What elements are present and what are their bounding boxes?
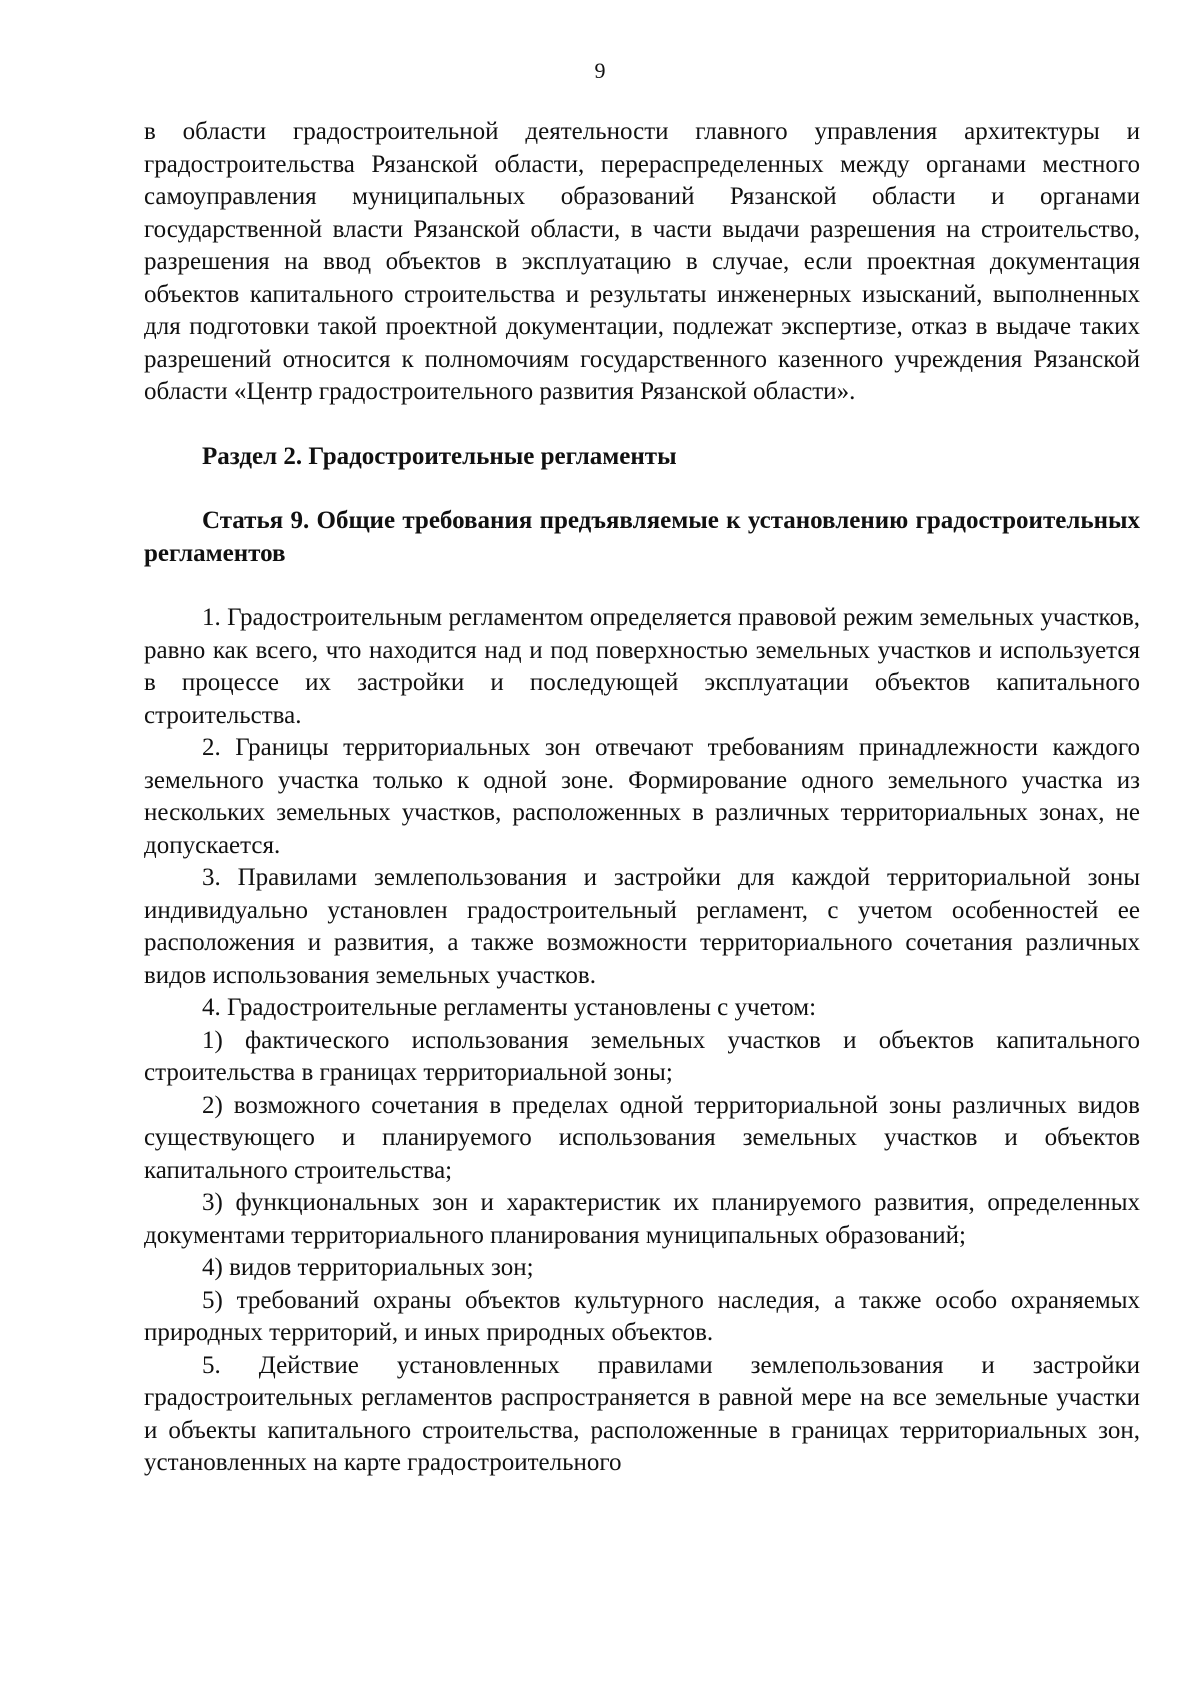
- list-item-2: 2) возможного сочетания в пределах одной территориальной зоны различных видов существующего и планируемого использования земельных участков и объектов капитального строительства;: [144, 1091, 1140, 1184]
- article-title: Статья 9. Общие требования предъявляемые к установлению градостроительных регламентов: [144, 507, 1140, 567]
- list-item-1: 1) фактического использования земельных участков и объектов капитального строительства в границах территориальной зоны;: [144, 1026, 1140, 1086]
- list-item-3: 3) функциональных зон и характеристик их планируемого развития, определенных документами территориального планирования муниципальных образований;: [144, 1189, 1140, 1249]
- paragraph-2: 2. Границы территориальных зон отвечают требованиям принадлежности каждого земельного участка только к одной зоне. Формирование одного земельного участка из нескольких земельных участков, расположенных в различных территориальных зонах, не допускается.: [144, 734, 1140, 859]
- paragraph-5: 5. Действие установленных правилами землепользования и застройки градостроительных регламентов распространяется в равной мере на все земельные участки и объекты капитального строительства, расположенные в границах территориальных зон, установленных на карте градостроительного: [144, 1351, 1140, 1476]
- list-item-5: 5) требований охраны объектов культурного наследия, а также особо охраняемых природных территорий, и иных природных объектов.: [144, 1286, 1140, 1346]
- intro-paragraph: в области градостроительной деятельности главного управления архитектуры и градостроительства Рязанской области, перераспределенных между органами местного самоуправления муниципальных образований Рязанской области и органами государственной власти Рязанской области, в части выдачи разрешения на строительство, разрешения на ввод объектов в эксплуатацию в случае, если проектная документация объектов капитального строительства и результаты инженерных изысканий, выполненных для подготовки такой проектной документации, подлежат экспертизе, отказ в выдаче таких разрешений относится к полномочиям государственного казенного учреждения Рязанской области «Центр градостроительного развития Рязанской области».: [144, 118, 1140, 405]
- paragraph-4: 4. Градостроительные регламенты установлены с учетом:: [202, 994, 817, 1021]
- page-number: 9: [594, 58, 606, 83]
- paragraph-3: 3. Правилами землепользования и застройки для каждой территориальной зоны индивидуально установлен градостроительный регламент, с учетом особенностей ее расположения и развития, а также возможности территориального сочетания различных видов использования земельных участков.: [144, 864, 1140, 989]
- document-body: [144, 116, 1140, 1480]
- paragraph-1: 1. Градостроительным регламентом определяется правовой режим земельных участков, равно как всего, что находится над и под поверхностью земельных участков и используется в процессе их застройки и последующей эксплуатации объектов капитального строительства.: [144, 604, 1140, 729]
- list-item-4: 4) видов территориальных зон;: [202, 1254, 534, 1281]
- section-title: Раздел 2. Градостроительные регламенты: [202, 442, 677, 470]
